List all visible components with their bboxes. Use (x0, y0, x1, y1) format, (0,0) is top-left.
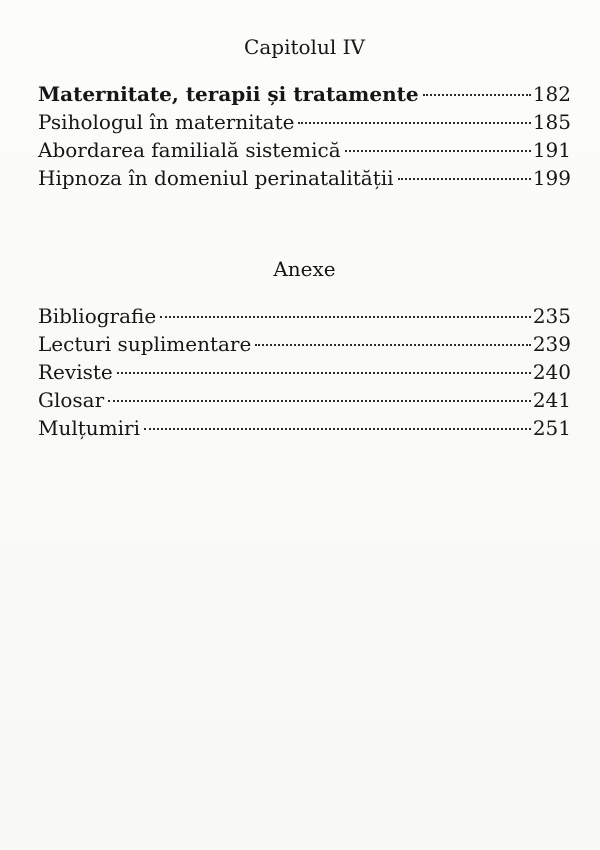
toc-entry-title: Glosar (38, 388, 105, 412)
toc-entry-title: Lecturi suplimentare (38, 332, 252, 356)
toc-entry-title: Reviste (38, 360, 113, 384)
toc-page-number: 182 (532, 82, 571, 106)
toc-entry (38, 108, 571, 136)
toc-entry-title: Bibliografie (38, 304, 157, 328)
toc-entry (38, 302, 571, 330)
toc-entry (38, 330, 571, 358)
annexes-toc-list (38, 302, 571, 442)
toc-page-number: 199 (532, 166, 571, 190)
toc-dot-leader (160, 316, 531, 318)
toc-entry (38, 80, 571, 108)
toc-entry-title: Abordarea familială sistemică (38, 138, 341, 162)
toc-entry (38, 358, 571, 386)
toc-dot-leader (255, 344, 530, 346)
toc-entry (38, 136, 571, 164)
annexes-heading: Anexe (273, 257, 336, 281)
toc-entry-title: Mulțumiri (38, 416, 140, 440)
toc-dot-leader (108, 400, 531, 402)
toc-entry-title: Psihologul în maternitate (38, 110, 295, 134)
toc-dot-leader (144, 428, 531, 430)
annexes-section (38, 256, 571, 442)
toc-page-number: 241 (532, 388, 571, 412)
toc-page-number: 239 (532, 332, 571, 356)
toc-page-number: 240 (532, 360, 571, 384)
toc-dot-leader (117, 372, 531, 374)
toc-entry (38, 164, 571, 192)
chapter-4-toc-list (38, 80, 571, 192)
toc-dot-leader (345, 150, 531, 152)
toc-dot-leader (423, 94, 531, 96)
toc-entry (38, 414, 571, 442)
toc-page-number: 191 (532, 138, 571, 162)
toc-entry (38, 386, 571, 414)
chapter-4-section (38, 34, 571, 192)
chapter-heading: Capitolul IV (244, 35, 365, 59)
toc-page-number: 251 (532, 416, 571, 440)
toc-entry-title: Hipnoza în domeniul perinatalității (38, 166, 394, 190)
toc-dot-leader (398, 178, 531, 180)
toc-page-number: 235 (532, 304, 571, 328)
toc-page-number: 185 (532, 110, 571, 134)
toc-dot-leader (298, 122, 530, 124)
toc-entry-title: Maternitate, terapii și tratamente (38, 82, 419, 106)
